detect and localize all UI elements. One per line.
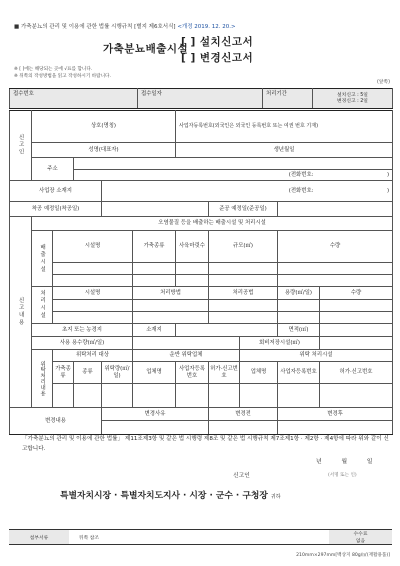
- farmland-label: 초지 또는 농경지: [32, 324, 133, 337]
- company-name-label: 상호(명칭): [90, 123, 117, 130]
- farmland-area-field[interactable]: [320, 324, 393, 337]
- discharge-cell[interactable]: [176, 275, 209, 287]
- details-section: 신고내용: [10, 217, 32, 408]
- processing-period: 처리기간: [263, 89, 313, 109]
- treatment-cell[interactable]: [320, 312, 393, 324]
- consign-cell[interactable]: [209, 384, 240, 408]
- law-reference: [14, 25, 236, 31]
- change-report-option[interactable]: [ ] 변경신고서: [181, 52, 254, 64]
- change-after-heading: 변경후: [278, 408, 393, 421]
- consign-col-amount: 위탁량(㎥/일): [102, 362, 133, 384]
- discharge-cell[interactable]: [53, 275, 133, 287]
- consign-cell[interactable]: [74, 384, 102, 408]
- attachments-label: 첨부서류: [9, 530, 69, 545]
- recovery-storage-field[interactable]: [320, 337, 393, 350]
- site-phone-close: ): [386, 187, 390, 194]
- install-report-option[interactable]: [ ] 설치신고서: [181, 36, 254, 48]
- change-reason-heading: 변경사유: [102, 408, 209, 421]
- processing-period-value: [313, 89, 393, 109]
- discharge-col-headcount: 사육마릿수: [176, 231, 209, 263]
- consign-cell[interactable]: [133, 384, 176, 408]
- site-phone-label: (전화번호:: [288, 187, 314, 194]
- fee-value: 없음: [355, 539, 366, 544]
- farmland-area-label: 면적(㎡): [278, 324, 320, 337]
- note-checkbox: ※ [ ]에는 해당되는 곳에 √표를 합니다.: [14, 67, 93, 72]
- consign-facility-heading: 위탁 처리시설: [240, 350, 393, 362]
- consign-transport-heading: 운반 위탁업체: [133, 350, 240, 362]
- business-number-label: 사업자등록번호(외국인은 외국인 등록번호 또는 여권 번호 기재): [179, 122, 319, 129]
- attachments-value: 뒤쪽 참조: [69, 530, 329, 545]
- revision-note: <개정 2019. 12. 20.>: [177, 24, 236, 30]
- discharge-cell[interactable]: [133, 275, 176, 287]
- site-location-label: 사업장 소재지: [10, 181, 102, 202]
- consign-cell[interactable]: [102, 384, 133, 408]
- footer-table: [9, 529, 392, 545]
- completion-date-label: 준공 예정일(준공일): [209, 202, 278, 217]
- discharge-cell[interactable]: [133, 263, 176, 275]
- treatment-col-method: 처리방법: [133, 287, 209, 300]
- applicant-phone-field[interactable]: [74, 170, 393, 181]
- treatment-cell[interactable]: [278, 312, 320, 324]
- completion-date-field[interactable]: [278, 202, 393, 217]
- addressee-authority: 특별자치시장 · 특별자치도지사 · 시장 · 군수 · 구청장: [60, 491, 268, 501]
- consign-col-facility-bizno: 사업자등록번호: [278, 362, 320, 384]
- main-form-table: [9, 110, 393, 435]
- change-reason-field[interactable]: [102, 421, 209, 435]
- discharge-col-scale: 규모(㎡): [209, 231, 278, 263]
- start-date-label: 착공 예정일(착공일): [10, 202, 102, 217]
- farmland-location-label: 소재지: [133, 324, 176, 337]
- discharge-facility-label: 배출시설: [32, 231, 53, 287]
- reception-date[interactable]: [138, 89, 263, 109]
- address-label: 주소: [32, 158, 74, 181]
- discharge-col-name: 시설명: [53, 231, 133, 263]
- consign-col-facility-permit: 허가·신고번호: [320, 362, 393, 384]
- treatment-cell[interactable]: [53, 312, 133, 324]
- applicant-section: 신고인: [10, 111, 32, 181]
- water-usage-label: 사용 용수량(㎥/일): [32, 337, 133, 350]
- treatment-cell[interactable]: [53, 300, 133, 312]
- consign-cell[interactable]: [176, 384, 209, 408]
- treatment-cell[interactable]: [133, 312, 209, 324]
- treatment-col-name: 시설명: [53, 287, 133, 300]
- consign-target-heading: 위탁처리 대상: [53, 350, 133, 362]
- fee-cell: [329, 530, 392, 545]
- applicant-phone-close: ): [386, 171, 390, 178]
- company-name-field[interactable]: [32, 111, 176, 143]
- treatment-col-process: 처리공법: [209, 287, 278, 300]
- start-date-field[interactable]: [102, 202, 209, 217]
- site-phone-field[interactable]: [102, 181, 393, 202]
- consign-cell[interactable]: [240, 384, 278, 408]
- change-before-heading: 변경전: [209, 408, 278, 421]
- month-label: 월: [341, 459, 348, 465]
- treatment-cell[interactable]: [209, 300, 278, 312]
- discharge-cell[interactable]: [176, 263, 209, 275]
- consign-label: 위탁처리내용: [32, 350, 53, 408]
- consign-col-facility-company: 업체명: [240, 362, 278, 384]
- discharge-cell[interactable]: [278, 275, 393, 287]
- consign-col-livestock: 가축종류: [53, 362, 74, 384]
- reception-number[interactable]: [10, 89, 138, 109]
- report-date[interactable]: [316, 460, 373, 466]
- consign-col-transport-permit: 허가·신고번호: [209, 362, 240, 384]
- install-period: 설치신고 : 5일: [337, 92, 368, 98]
- reception-date-label: 접수일자: [141, 91, 162, 97]
- law-reference-text: ■ 가축분뇨의 관리 및 이용에 관한 법률 시행규칙 [별지 제6호서식]: [14, 24, 176, 30]
- birth-date-field[interactable]: [176, 143, 393, 158]
- signature-field[interactable]: (서명 또는 인): [328, 473, 357, 478]
- applicant-phone-label: (전화번호:: [288, 171, 314, 178]
- day-label: 일: [366, 459, 373, 465]
- reception-table: [9, 88, 393, 109]
- change-period: 변경신고 : 2일: [337, 98, 368, 104]
- representative-field[interactable]: [32, 143, 176, 158]
- change-after-field[interactable]: [278, 421, 393, 435]
- consign-cell[interactable]: [320, 384, 393, 408]
- consign-col-transport-company: 업체명: [133, 362, 176, 384]
- signer-label: 신고인: [233, 473, 250, 479]
- birth-date-label: 생년월일: [273, 146, 295, 153]
- page-indicator: (앞쪽): [376, 80, 390, 85]
- year-label: 년: [316, 459, 322, 465]
- paper-spec: 210mm×297mm[백상지 80g/㎡(재활용품)]: [296, 553, 390, 558]
- note-instructions: ※ 뒤쪽의 작성방법을 읽고 작성하시기 바랍니다.: [14, 74, 111, 79]
- treatment-facility-label: 처리시설: [32, 287, 53, 324]
- treatment-col-quantity: 수량: [320, 287, 393, 300]
- addressee-suffix: 귀하: [270, 494, 281, 500]
- consign-cell[interactable]: [53, 384, 74, 408]
- discharge-col-livestock: 가축종류: [133, 231, 176, 263]
- form-title: 가축분뇨배출시설: [103, 43, 189, 55]
- consign-cell[interactable]: [278, 384, 320, 408]
- discharge-cell[interactable]: [209, 263, 278, 275]
- address-field[interactable]: [74, 158, 393, 170]
- farmland-location-field[interactable]: [176, 324, 278, 337]
- addressee: [60, 492, 281, 501]
- treatment-cell[interactable]: [278, 300, 320, 312]
- water-usage-field[interactable]: [133, 337, 240, 350]
- representative-label: 성명(대표자): [88, 146, 119, 153]
- change-label: 변경내용: [10, 408, 102, 435]
- treatment-cell[interactable]: [133, 300, 209, 312]
- declaration-text: 「가축분뇨의 관리 및 이용에 관한 법률」 제11조제3항 및 같은 법 시행령 제8조 및 같은 법 시행규칙 제7조제1항 · 제2항 · 제4항에 따라 위와 같이 신고합니다.: [22, 436, 389, 452]
- facilities-heading: 오염물질 등을 배출하는 배출시설 및 처리시설: [32, 217, 393, 231]
- discharge-cell[interactable]: [278, 263, 393, 275]
- discharge-cell[interactable]: [209, 275, 278, 287]
- change-before-field[interactable]: [209, 421, 278, 435]
- treatment-cell[interactable]: [209, 312, 278, 324]
- consign-col-transport-bizno: 사업자등록번호: [176, 362, 209, 384]
- business-number-field[interactable]: [176, 111, 393, 143]
- treatment-cell[interactable]: [320, 300, 393, 312]
- discharge-cell[interactable]: [53, 263, 133, 275]
- consign-col-type: 종류: [74, 362, 102, 384]
- reception-number-label: 접수번호: [13, 91, 34, 97]
- discharge-col-quantity: 수량: [278, 231, 393, 263]
- recovery-storage-label: 회비저장시설(㎥): [240, 337, 320, 350]
- treatment-col-capacity: 용량(㎥/일): [278, 287, 320, 300]
- fee-label: 수수료: [353, 532, 368, 537]
